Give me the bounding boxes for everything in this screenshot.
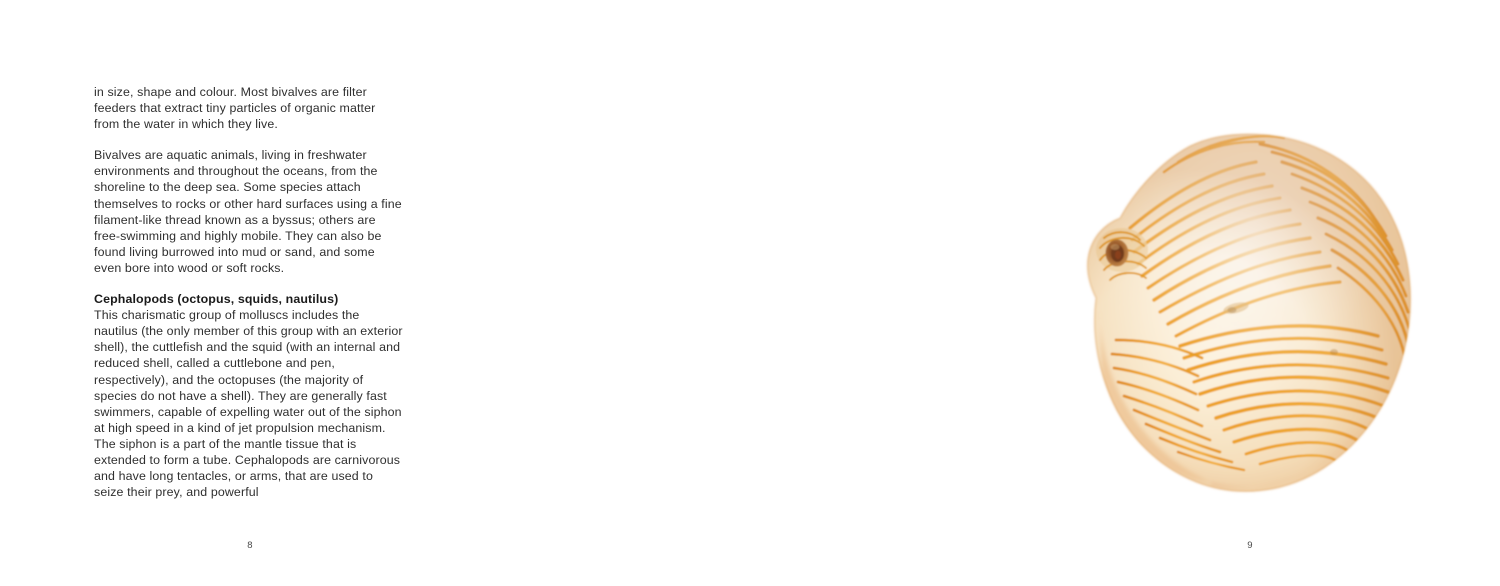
body-text-column [94,84,404,500]
right-page [500,0,1253,586]
section-heading-cephalopods: Cephalopods (octopus, squids, nautilus) [94,292,339,307]
paragraph-cephalopods-body: This charismatic group of molluscs includes the nautilus (the only member of this group with an exterior shell), the cuttlefish and the squid (with an internal and reduced shell, called a cuttlebone and pen, respectively), and the octopuses (the majority of species do not have a shell). They are generally fast swimmers, capable of expelling water out of the siphon at high speed in a kind of jet propulsion mechanism. The siphon is a part of the mantle tissue that is extended to form a tube. Cephalopods are carnivorous and have long tentacles, or arms, that are used to seize their prey, and powerful [94,308,403,500]
left-page [0,0,500,586]
page-number-left: 8 [247,540,253,551]
shell-illustration [1060,100,1440,500]
page-number-right: 9 [1247,540,1253,551]
shell-photograph [1060,100,1440,500]
paragraph-bivalves-continued: in size, shape and colour. Most bivalves are filter feeders that extract tiny particles of organic matter from the water in which they live. [94,85,376,132]
paragraph-bivalves-habitat: Bivalves are aquatic animals, living in freshwater environments and throughout the oceans, from the shoreline to the deep sea. Some species attach themselves to rocks or other hard surfaces using a fine filament-like thread known as a byssus; others are free-swimming and highly mobile. They can also be found living burrowed into mud or sand, and some even bore into wood or soft rocks. [94,148,402,275]
section-cephalopods [94,291,404,500]
